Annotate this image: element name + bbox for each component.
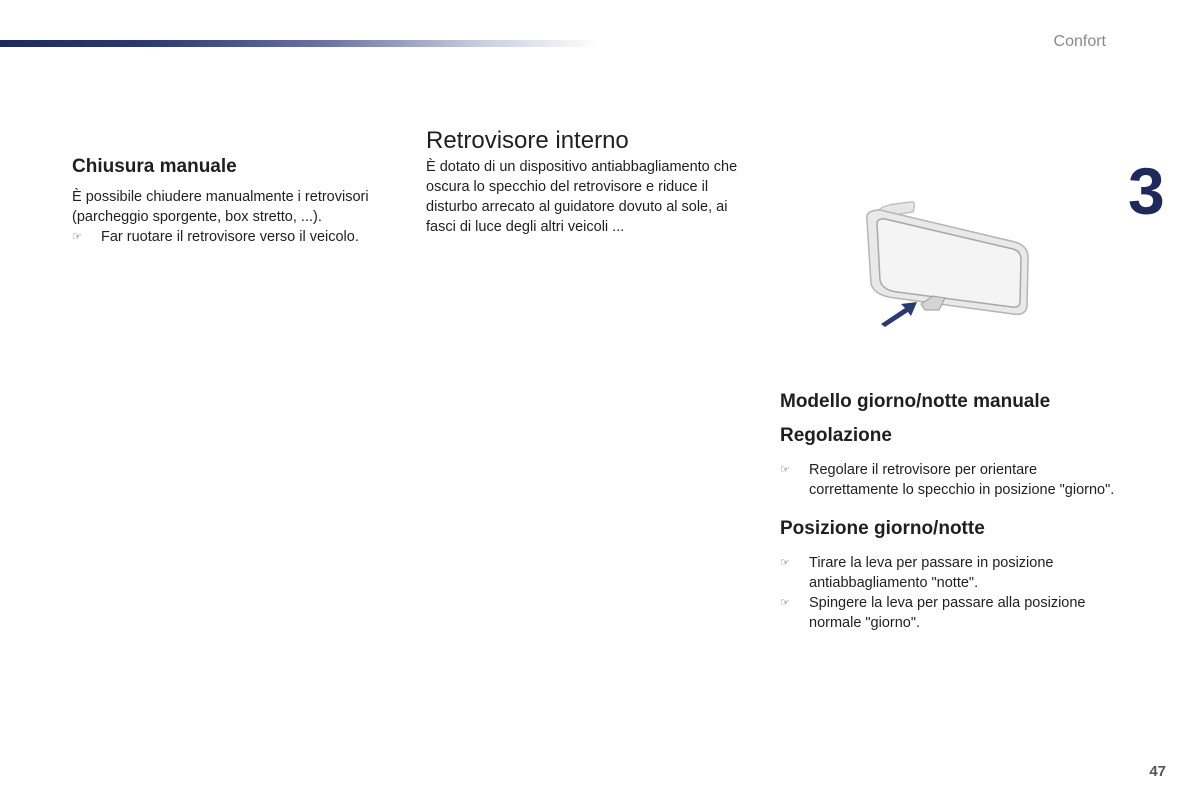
rearview-mirror-illustration (855, 198, 1035, 328)
interior-mirror-heading: Retrovisore interno (426, 127, 629, 154)
right-column (780, 391, 1120, 633)
chapter-number: 3 (1128, 154, 1165, 228)
list-item (72, 227, 402, 247)
pointing-hand-icon: ☞ (72, 231, 82, 243)
pointing-hand-icon: ☞ (780, 597, 790, 609)
section-title: Confort (1053, 33, 1106, 50)
bullet-text: Far ruotare il retrovisore verso il veicolo. (101, 229, 359, 245)
pointing-hand-icon: ☞ (780, 464, 790, 476)
position-list (780, 553, 1120, 633)
middle-column (426, 127, 756, 237)
page-number: 47 (1149, 763, 1166, 780)
left-column (72, 156, 402, 247)
bullet-text: Tirare la leva per passare in posizione antiabbagliamento "notte". (809, 555, 1054, 591)
pointing-hand-icon: ☞ (780, 557, 790, 569)
day-night-model-heading: Modello giorno/notte manuale (780, 391, 1051, 412)
adjustment-list (780, 460, 1120, 500)
list-item (780, 593, 1120, 633)
adjustment-heading: Regolazione (780, 425, 892, 446)
interior-mirror-text: È dotato di un dispositivo antiabbagliamento che oscura lo specchio del retrovisore e riduce il disturbo arrecato al guidatore dovuto al sole, ai fasci di luce degli altri veicoli ... (426, 159, 738, 235)
bullet-text: Spingere la leva per passare alla posizione normale "giorno". (809, 595, 1086, 631)
header-gradient-bar (0, 40, 600, 47)
day-night-position-heading: Posizione giorno/notte (780, 518, 985, 539)
manual-closing-heading: Chiusura manuale (72, 156, 237, 177)
list-item (780, 553, 1120, 593)
bullet-text: Regolare il retrovisore per orientare correttamente lo specchio in posizione "giorno". (809, 462, 1115, 498)
list-item (780, 460, 1120, 500)
manual-closing-text: È possibile chiudere manualmente i retrovisori (parcheggio sporgente, box stretto, ...). (72, 189, 369, 225)
